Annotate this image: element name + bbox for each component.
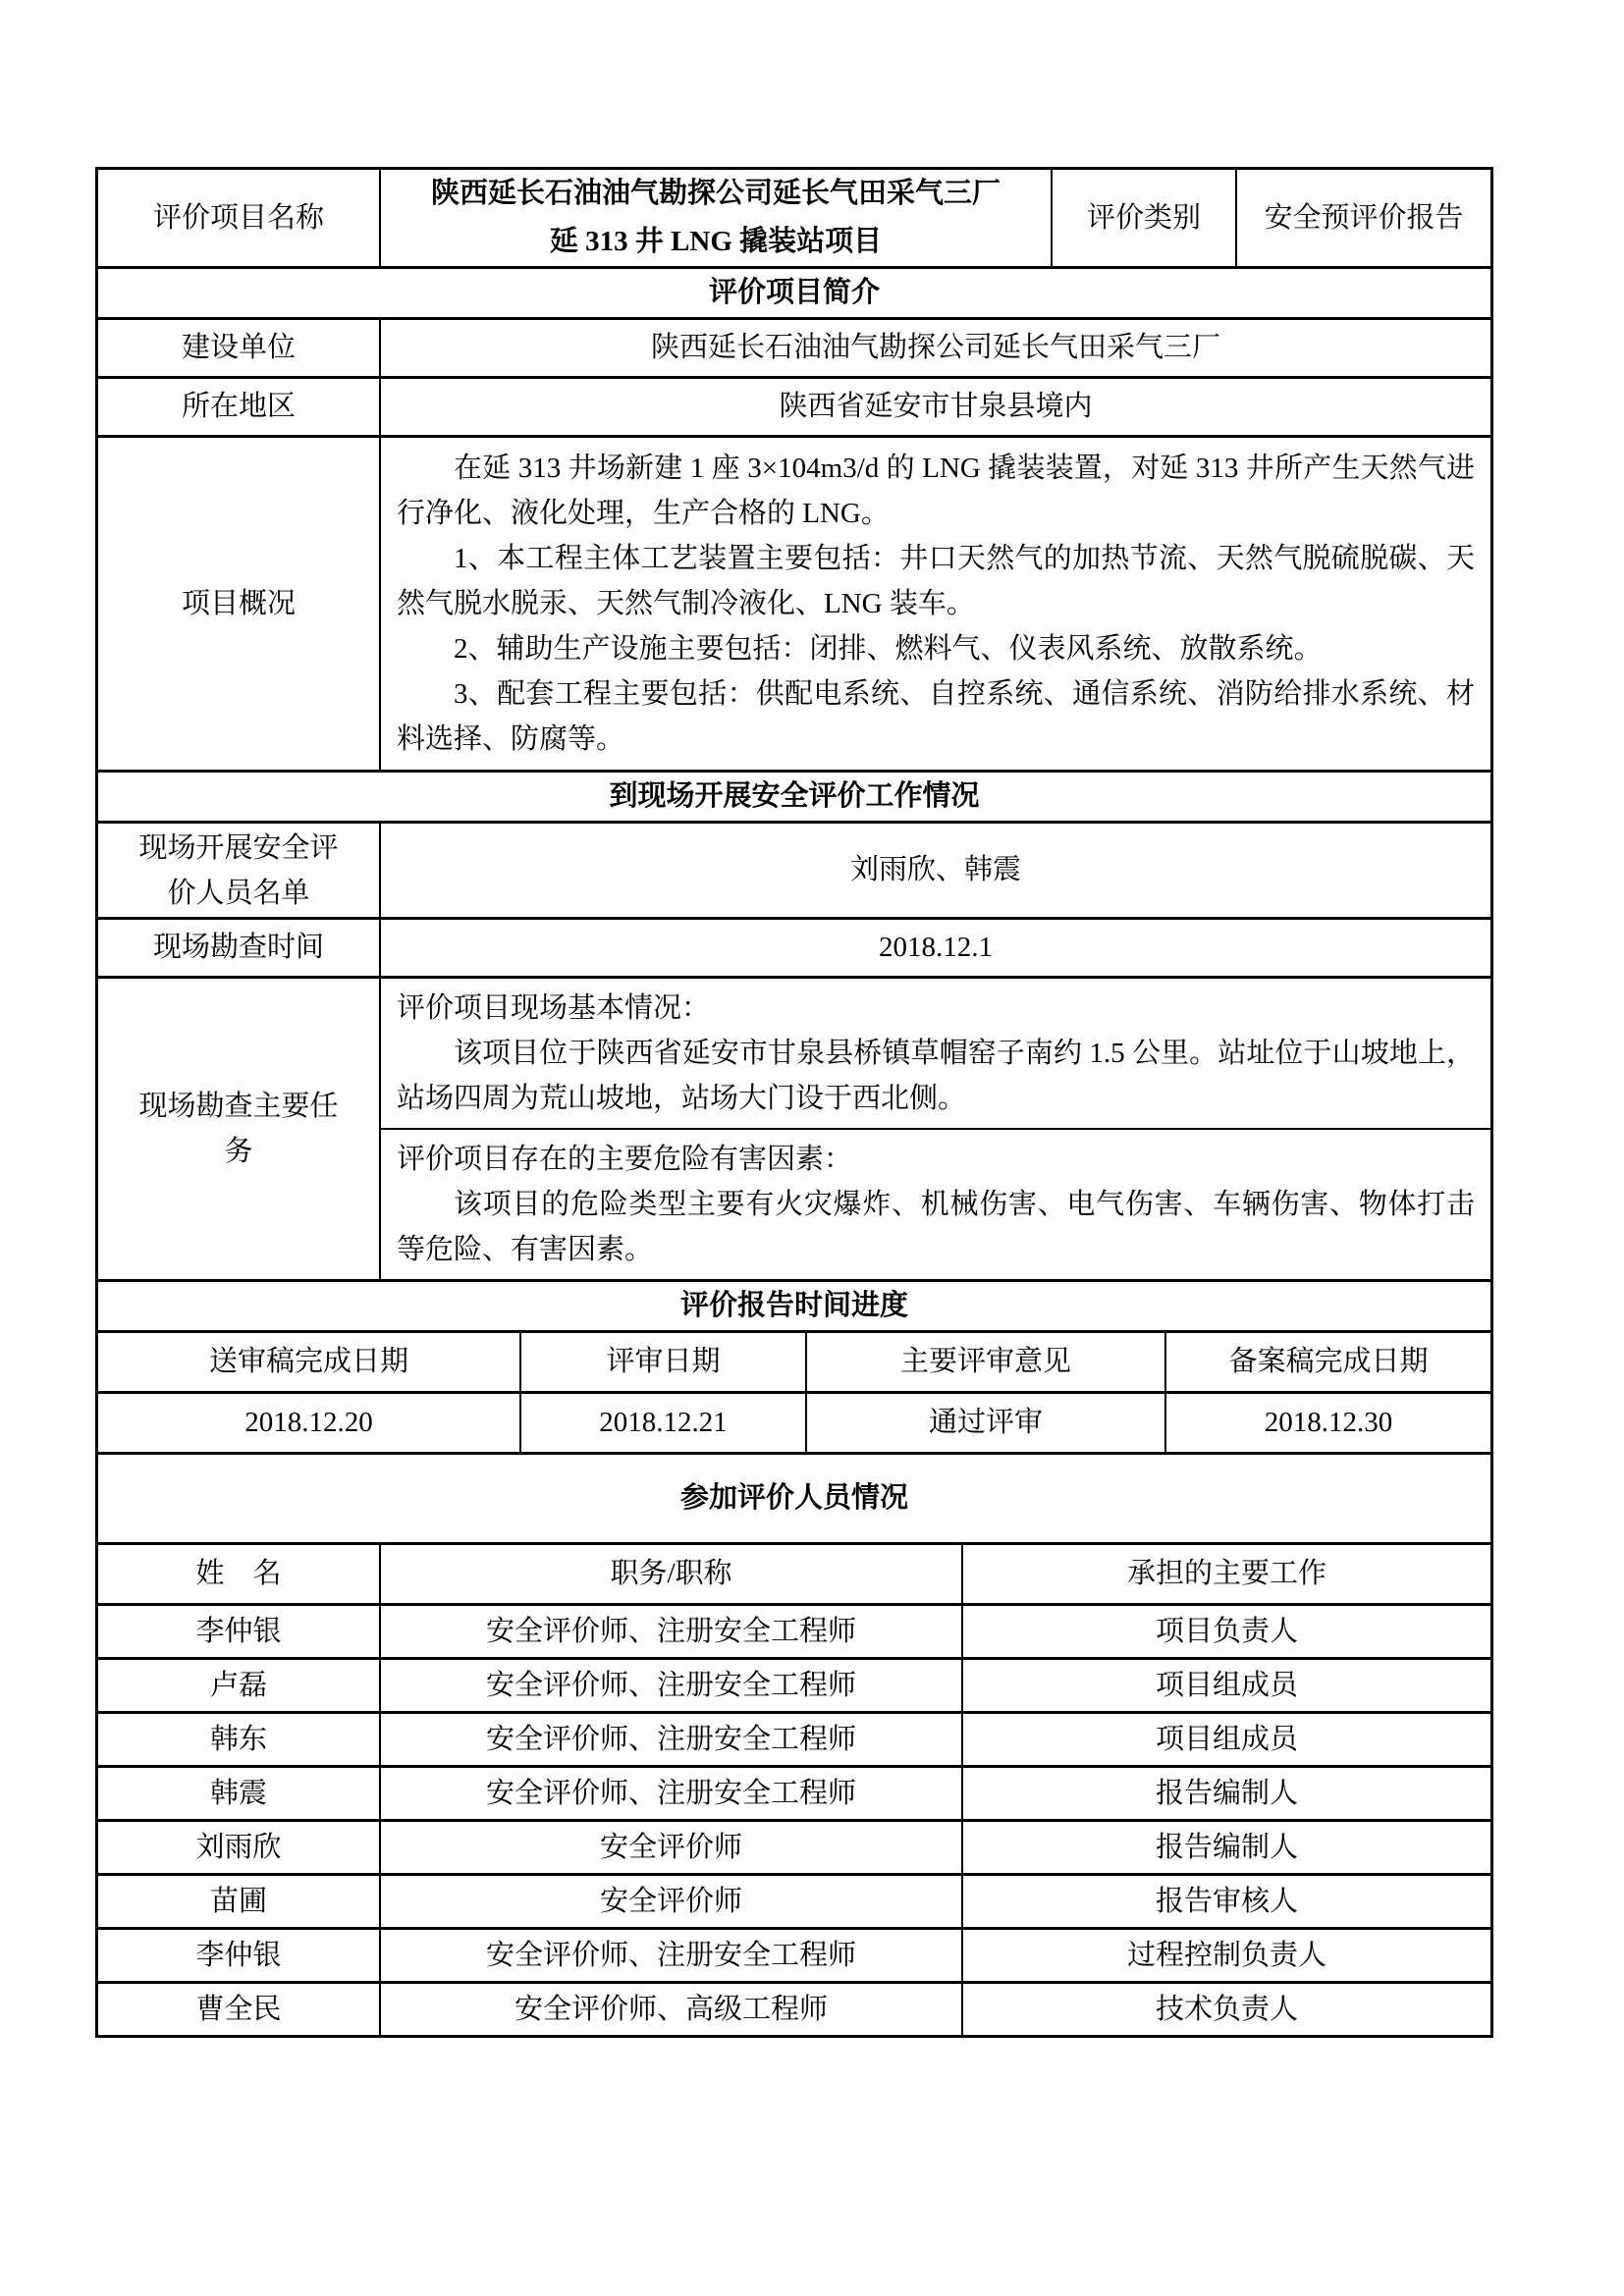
participant-title: 安全评价师、注册安全工程师	[379, 1768, 961, 1819]
project-name-line1: 陕西延长石油油气勘探公司延长气田采气三厂	[430, 178, 1001, 209]
project-name-label: 评价项目名称	[152, 201, 324, 234]
hazard-factors-text: 该项目的危险类型主要有火灾爆炸、机械伤害、电气伤害、车辆伤害、物体打击等危险、有害因素。	[397, 1189, 1475, 1265]
location-label: 所在地区	[181, 391, 296, 423]
survey-time-label: 现场勘查时间	[152, 932, 324, 964]
schedule-header-review-date: 评审日期	[519, 1333, 805, 1391]
site-staff-label-line2: 价人员名单	[167, 877, 310, 909]
participant-name: 韩震	[209, 1777, 267, 1809]
participant-duty: 技术负责人	[961, 1984, 1490, 2035]
participant-row	[98, 1819, 1490, 1873]
participant-title: 安全评价师、高级工程师	[379, 1984, 961, 2035]
overview-paragraph-1: 在延 313 井场新建 1 座 3×104m3/d 的 LNG 撬装装置，对延 313 井所产生天然气进行净化、液化处理，生产合格的 LNG。	[397, 453, 1475, 529]
participants-header-title: 职务/职称	[379, 1545, 961, 1603]
participant-row	[98, 1765, 1490, 1819]
location-row	[98, 376, 1490, 435]
participant-duty: 报告编制人	[961, 1768, 1490, 1819]
schedule-draft-date: 2018.12.20	[244, 1407, 373, 1439]
schedule-header-row	[98, 1330, 1490, 1391]
participant-duty: 过程控制负责人	[961, 1930, 1490, 1981]
project-name-value	[379, 170, 1051, 266]
project-overview-text	[379, 438, 1490, 770]
project-overview-label: 项目概况	[181, 587, 296, 619]
participant-title: 安全评价师、注册安全工程师	[379, 1930, 961, 1981]
participant-name: 曹全民	[195, 1993, 282, 2025]
site-staff-label-line1: 现场开展安全评	[138, 831, 339, 864]
site-basic-situation-text: 该项目位于陕西省延安市甘泉县桥镇草帽窑子南约 1.5 公里。站址位于山坡地上，站场四周为荒山坡地，站场大门设于西北侧。	[397, 1038, 1475, 1114]
survey-tasks-label-line2: 务	[224, 1136, 253, 1167]
participant-name: 李仲银	[195, 1615, 282, 1647]
project-name-line2: 延 313 井 LNG 撬装站项目	[549, 226, 883, 257]
survey-tasks-label	[98, 979, 379, 1279]
survey-time-value: 2018.12.1	[379, 920, 1490, 976]
participant-title: 安全评价师、注册安全工程师	[379, 1660, 961, 1711]
participant-duty: 报告编制人	[961, 1822, 1490, 1873]
participant-row	[98, 1711, 1490, 1765]
construction-unit-label: 建设单位	[181, 332, 296, 364]
participant-duty: 项目组成员	[961, 1714, 1490, 1765]
site-basic-situation-heading: 评价项目现场基本情况：	[397, 992, 711, 1024]
evaluation-report-table	[95, 167, 1493, 2038]
hazard-factors-cell	[381, 1128, 1490, 1279]
participant-title: 安全评价师、注册安全工程师	[379, 1714, 961, 1765]
schedule-review-date: 2018.12.21	[519, 1394, 805, 1452]
participant-row	[98, 1873, 1490, 1927]
survey-tasks-label-line1: 现场勘查主要任	[138, 1091, 339, 1122]
participants-header-row	[98, 1542, 1490, 1603]
participant-name: 韩东	[209, 1723, 267, 1755]
participant-name: 卢磊	[209, 1669, 267, 1701]
participant-row	[98, 1657, 1490, 1711]
survey-time-row	[98, 917, 1490, 976]
overview-paragraph-4: 3、配套工程主要包括：供配电系统、自控系统、通信系统、消防给排水系统、材料选择、防腐等。	[397, 678, 1475, 755]
participant-row	[98, 1603, 1490, 1657]
participant-title: 安全评价师、注册安全工程师	[379, 1606, 961, 1657]
section-title-participants: 参加评价人员情况	[98, 1452, 1490, 1542]
participant-title: 安全评价师	[379, 1822, 961, 1873]
site-basic-situation-cell	[381, 979, 1490, 1128]
construction-unit-value: 陕西延长石油油气勘探公司延长气田采气三厂	[379, 320, 1490, 376]
category-value: 安全预评价报告	[1235, 170, 1490, 266]
section-title-site-work: 到现场开展安全评价工作情况	[98, 770, 1490, 821]
hazard-factors-heading: 评价项目存在的主要危险有害因素：	[397, 1144, 853, 1175]
site-staff-label	[98, 824, 379, 917]
participant-row	[98, 1927, 1490, 1981]
schedule-header-record-date: 备案稿完成日期	[1164, 1333, 1490, 1391]
participant-row	[98, 1981, 1490, 2035]
participant-name: 苗圃	[209, 1885, 267, 1917]
participant-title: 安全评价师	[379, 1876, 961, 1927]
participant-duty: 项目组成员	[961, 1660, 1490, 1711]
location-value: 陕西省延安市甘泉县境内	[379, 379, 1490, 435]
participant-name: 刘雨欣	[195, 1831, 282, 1863]
participants-header-duty: 承担的主要工作	[961, 1545, 1490, 1603]
schedule-record-date: 2018.12.30	[1164, 1394, 1490, 1452]
project-overview-row	[98, 435, 1490, 770]
schedule-review-opinion: 通过评审	[805, 1394, 1164, 1452]
project-title-row	[98, 170, 1490, 266]
survey-tasks-content	[379, 979, 1490, 1279]
schedule-header-draft-date: 送审稿完成日期	[208, 1346, 408, 1378]
participant-duty: 项目负责人	[961, 1606, 1490, 1657]
category-label: 评价类别	[1051, 170, 1235, 266]
survey-tasks-row	[98, 976, 1490, 1279]
overview-paragraph-2: 1、本工程主体工艺装置主要包括：井口天然气的加热节流、天然气脱硫脱碳、天然气脱水脱汞、天然气制冷液化、LNG 装车。	[397, 543, 1475, 619]
participants-header-name: 姓 名	[195, 1558, 282, 1590]
overview-paragraph-3: 2、辅助生产设施主要包括：闭排、燃料气、仪表风系统、放散系统。	[454, 633, 1323, 665]
participant-duty: 报告审核人	[961, 1876, 1490, 1927]
construction-unit-row	[98, 317, 1490, 376]
participant-name: 李仲银	[195, 1939, 282, 1971]
schedule-header-review-opinion: 主要评审意见	[805, 1333, 1164, 1391]
section-title-project-intro: 评价项目简介	[98, 266, 1490, 317]
site-staff-value: 刘雨欣、韩震	[379, 824, 1490, 917]
schedule-value-row	[98, 1391, 1490, 1452]
section-title-schedule: 评价报告时间进度	[98, 1279, 1490, 1330]
site-staff-row	[98, 821, 1490, 917]
